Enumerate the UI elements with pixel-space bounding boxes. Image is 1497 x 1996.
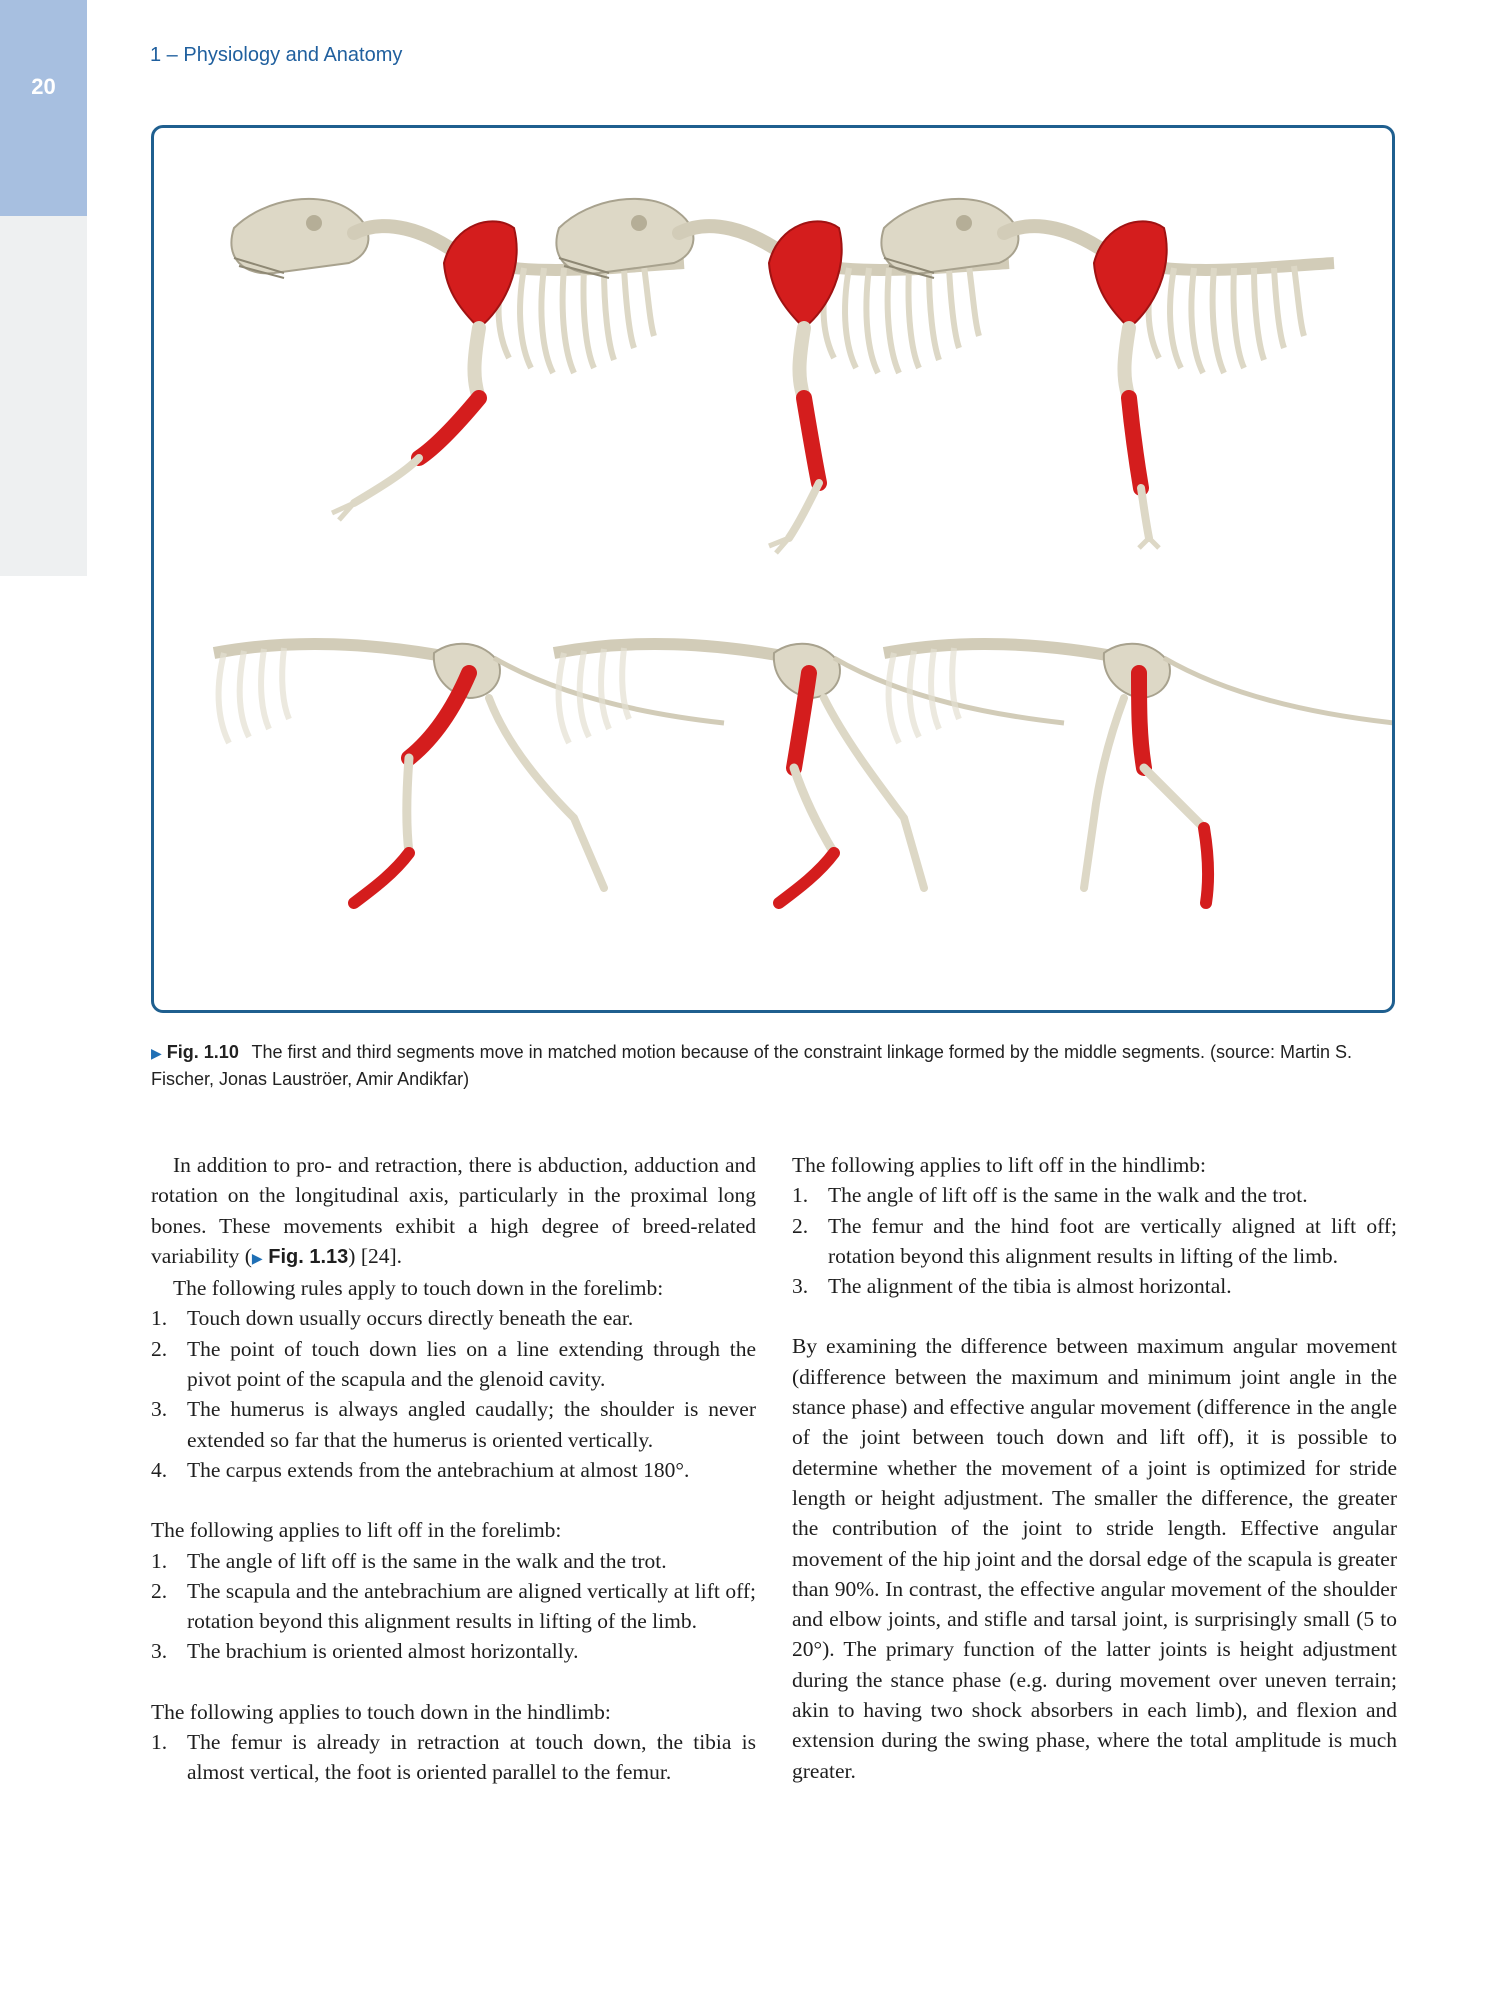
- intro-text-a: In addition to pro- and retraction, there is abduction, adduction and rotation on the longitudinal axis, particularly in the proximal long bones. These movements exhibit a high degree of breed-related variability (: [151, 1153, 756, 1268]
- chapter-tab-strip: [0, 216, 87, 576]
- hindlimb-frame-3: [884, 644, 1392, 903]
- list-number: 2.: [151, 1578, 168, 1603]
- figure-reference-link[interactable]: [252, 1246, 348, 1268]
- right-column: [792, 1150, 1397, 1786]
- list-item: [792, 1211, 1397, 1272]
- list-number: 3.: [151, 1639, 168, 1664]
- intro-paragraph: [151, 1150, 756, 1273]
- list-text: The scapula and the antebrachium are aligned vertically at lift off; rotation beyond this alignment results in lifting of the limb.: [187, 1578, 756, 1634]
- intro-text-b: ) [24].: [348, 1243, 403, 1268]
- angular-movement-paragraph: By examining the difference between maximum angular movement (difference between the maximum and minimum joint angle in the stance phase) and effective angular movement (difference in the angle of the joint between touch down and lift off), it is possible to determine whether the movement of a joint is optimized for stride length or height adjustment. The smaller the difference, the greater the contribution of the joint to stride length. Effective angular movement of the hip joint and the dorsal edge of the scapula is greater than 90%. In contrast, the effective angular movement of the shoulder and elbow joints, and stifle and tarsal joint, is surprisingly small (5 to 20°). The primary function of the latter joints is height adjustment during the stance phase (e.g. during movement over uneven terrain; akin to having two shock absorbers in each limb), and flexion and extension during the swing phase, where the total amplitude is much greater.: [792, 1334, 1397, 1783]
- list-text: Touch down usually occurs directly beneath the ear.: [187, 1306, 634, 1331]
- list-number: 1.: [792, 1183, 809, 1208]
- left-column: [151, 1150, 756, 1788]
- figure-reference-label: Fig. 1.13: [268, 1245, 349, 1268]
- list-item: [151, 1334, 756, 1395]
- list-item: [151, 1546, 756, 1576]
- list-number: 1.: [151, 1306, 168, 1331]
- hindlimb-frame-1: [214, 644, 724, 903]
- hindlimb-lift-heading: The following applies to lift off in the hindlimb:: [792, 1153, 1207, 1177]
- list-item: [151, 1576, 756, 1637]
- list-number: 3.: [151, 1397, 168, 1422]
- list-text: The angle of lift off is the same in the walk and the trot.: [828, 1183, 1308, 1208]
- list-item: [151, 1727, 756, 1788]
- caption-arrow-icon: ▶: [151, 1045, 162, 1061]
- list-item: [151, 1394, 756, 1455]
- hindlimb-frame-2: [554, 644, 1064, 903]
- list-text: The brachium is oriented almost horizontally.: [187, 1639, 579, 1664]
- list-number: 1.: [151, 1730, 168, 1755]
- reference-arrow-icon: ▶: [251, 1249, 263, 1266]
- forelimb-touch-list: [151, 1303, 756, 1485]
- list-number: 1.: [151, 1548, 168, 1573]
- caption-text: The first and third segments move in matched motion because of the constraint linkage formed by the middle segments. (source: Martin S. Fischer, Jonas Lauströer, Amir Andikfar): [151, 1042, 1353, 1089]
- list-text: The angle of lift off is the same in the walk and the trot.: [187, 1548, 667, 1573]
- list-item: [151, 1303, 756, 1333]
- list-item: [151, 1636, 756, 1666]
- list-item: [151, 1455, 756, 1485]
- list-number: 2.: [792, 1213, 809, 1238]
- forelimb-lift-heading: The following applies to lift off in the forelimb:: [151, 1518, 562, 1543]
- figure-caption: [151, 1039, 1395, 1092]
- hindlimb-touch-list: [151, 1727, 756, 1788]
- list-text: The femur and the hind foot are vertically aligned at lift off; rotation beyond this alignment results in lifting of the limb.: [828, 1213, 1397, 1268]
- figure-label: Fig. 1.10: [166, 1042, 239, 1062]
- list-number: 3.: [792, 1274, 809, 1299]
- chapter-tab: [0, 0, 87, 216]
- list-number: 2.: [151, 1336, 168, 1361]
- list-text: The alignment of the tibia is almost horizontal.: [828, 1274, 1232, 1299]
- forelimb-touch-heading: The following rules apply to touch down in the forelimb:: [173, 1276, 664, 1301]
- hindlimb-touch-heading: The following applies to touch down in the hindlimb:: [151, 1699, 611, 1724]
- list-item: [792, 1180, 1397, 1210]
- list-text: The point of touch down lies on a line extending through the pivot point of the scapula and the glenoid cavity.: [187, 1336, 756, 1392]
- forelimb-frame-3: [881, 199, 1334, 548]
- list-item: [792, 1271, 1397, 1301]
- list-text: The femur is already in retraction at touch down, the tibia is almost vertical, the foot is oriented parallel to the femur.: [187, 1730, 756, 1785]
- list-text: The carpus extends from the antebrachium at almost 180°.: [187, 1457, 690, 1482]
- list-text: The humerus is always angled caudally; the shoulder is never extended so far that the humerus is oriented vertically.: [187, 1397, 756, 1452]
- page-number: 20: [31, 74, 56, 99]
- list-number: 4.: [151, 1457, 168, 1482]
- forelimb-lift-list: [151, 1546, 756, 1667]
- skeleton-illustration: [154, 128, 1392, 1010]
- hindlimb-lift-list: [792, 1180, 1397, 1301]
- figure-frame: [151, 125, 1395, 1013]
- running-head: 1 – Physiology and Anatomy: [150, 44, 403, 66]
